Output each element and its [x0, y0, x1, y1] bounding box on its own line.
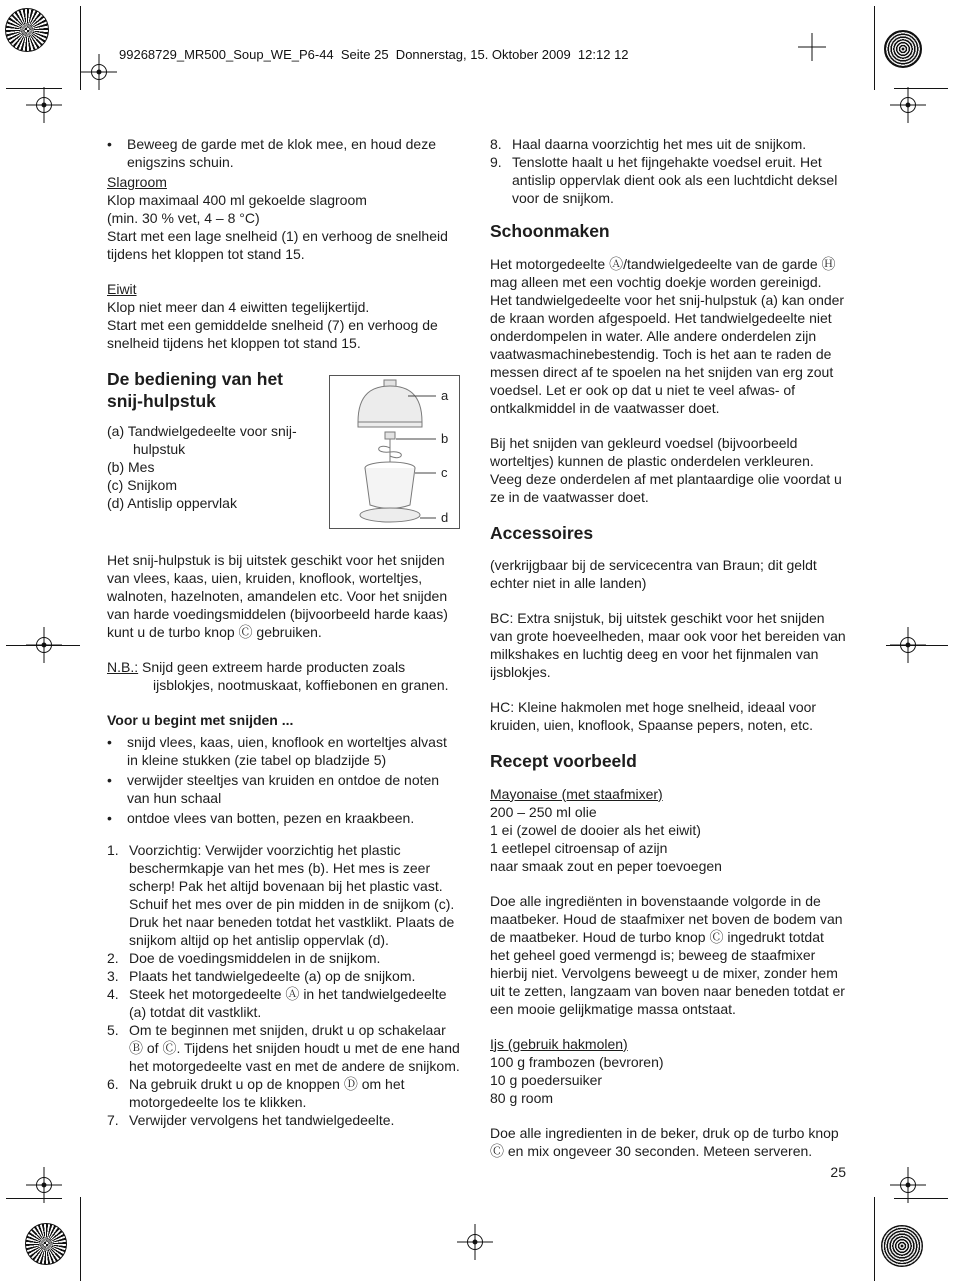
text-line: Start met een lage snelheid (1) en verhoog de snelheid tijdens het kloppen tot stand 15.	[107, 228, 448, 262]
before-cutting-list	[107, 733, 460, 827]
step-item	[490, 153, 846, 207]
crop-mark	[80, 1197, 81, 1281]
accessoires-paragraph: BC: Extra snijstuk, bij uitstek geschikt voor het snijden van grote hoeveelheden, maar ook voor het bereiden van milkshakes en luchtig deeg en voor het fijnmalen van ijsblokjes.	[490, 610, 846, 680]
list-item	[107, 733, 460, 769]
step-text: Steek het motorgedeelte Ⓐ in het tandwielgedeelte (a) totdat dit vastklikt.	[129, 986, 447, 1020]
part-label: (a) Tandwielgedeelte voor snij-hulpstuk	[107, 423, 297, 457]
bullet-text: ontdoe vlees van botten, pezen en kraakbeen.	[127, 810, 415, 826]
nb-text: Snijd geen extreem harde producten zoals ijsblokjes, nootmuskaat, koffiebonen en granen.	[142, 659, 449, 693]
figure-label-c: c	[441, 465, 448, 480]
print-starburst-icon	[25, 1223, 67, 1265]
registration-target-icon	[26, 1167, 62, 1203]
step-text: Om te beginnen met snijden, drukt u op schakelaar Ⓑ of Ⓒ. Tijdens het snijden houdt u met de ene hand het motorgedeelte vast en met de andere de snijkom.	[129, 1022, 460, 1074]
part-label: (c) Snijkom	[107, 477, 178, 493]
step-text: Verwijder vervolgens het tandwielgedeelte.	[129, 1112, 395, 1128]
step-text: Voorzichtig: Verwijder voorzichtig het plastic beschermkapje van het mes (b). Het mes is zeer scherp! Pak het altijd bovenaan bij het plastic vast. Schuif het mes over de pin midden in de snijkom (c). Druk het naar beneden totdat het vastklikt. Plaats de snijkom altijd op het antislip oppervlak (d).	[129, 842, 455, 948]
registration-target-icon	[457, 1224, 493, 1260]
recipe-line: naar smaak zout en peper toevoegen	[490, 857, 722, 874]
recipe-line: 1 ei (zowel de dooier als het eiwit)	[490, 821, 701, 838]
recept-heading: Recept voorbeeld	[490, 751, 637, 771]
step-number: 6.	[107, 1076, 119, 1092]
registration-target-icon	[890, 1167, 926, 1203]
bullet-text: snijd vlees, kaas, uien, knoflook en worteltjes alvast in kleine stukken (zie tabel op bladzijde 5)	[127, 734, 447, 768]
print-halftone-icon	[884, 30, 922, 68]
registration-cross-icon	[798, 33, 826, 61]
ijs-recipe	[490, 1035, 846, 1107]
step-text: Tenslotte haalt u het fijngehakte voedsel eruit. Het antislip oppervlak dient ook als een luchtdicht deksel voor de snijkom.	[512, 154, 838, 206]
schoonmaken-paragraph: Bij het snijden van gekleurd voedsel (bijvoorbeeld worteltjes) kunnen de plastic onderdelen verkleuren. Veeg deze onderdelen af met plantaardige olie voordat u ze in de vaatwasser doet.	[490, 434, 842, 505]
bullet-marker: •	[107, 772, 112, 788]
registration-target-icon	[26, 627, 62, 663]
recipe-line: 200 – 250 ml olie	[490, 803, 597, 820]
ijs-instructions: Doe alle ingredienten in de beker, druk op de turbo knop Ⓒ en mix ongeveer 30 seconden. Meteen serveren.	[490, 1124, 839, 1159]
ijs-title: Ijs (gebruik hakmolen)	[490, 1035, 628, 1052]
figure-label-b: b	[441, 431, 449, 446]
mayonaise-recipe	[490, 785, 846, 875]
recipe-line: 100 g frambozen (bevroren)	[490, 1053, 664, 1070]
text-line: Klop niet meer dan 4 eiwitten tegelijkertijd.	[107, 299, 370, 315]
nb-note	[107, 658, 460, 694]
step-number: 9.	[490, 154, 502, 170]
numbered-steps	[107, 841, 460, 1129]
step-item	[490, 135, 846, 153]
step-number: 3.	[107, 968, 119, 984]
schoonmaken-heading: Schoonmaken	[490, 221, 610, 241]
bullet-text: verwijder steeltjes van kruiden en ontdoe de noten van hun schaal	[127, 772, 440, 806]
schoonmaken-paragraph: Het tandwielgedeelte voor het snij-hulpstuk (a) kan onder de kraan worden afgespoeld. Het tandwielgedeelte niet onderdompelen in water. Alle andere onderdelen zijn vaatwasmachinebestendig. Toch is het aan te raden de messen direct af te spoelen na het snijden van erg zout voedsel. Let er ook op dat u niet te veel afwas- of ontkalkmiddel in de vaatwasser doet.	[490, 291, 845, 416]
text-line: (min. 30 % vet, 4 – 8 °C)	[107, 210, 260, 226]
crop-mark	[874, 1197, 875, 1281]
step-text: Na gebruik drukt u op de knoppen Ⓓ om het motorgedeelte los te klikken.	[129, 1076, 405, 1110]
usage-paragraph: Het snij-hulpstuk is bij uitstek geschikt voor het snijden van vlees, kaas, uien, kruiden, knoflook, worteltjes, walnoten, hazelnoten, amandelen etc. Voor het snijden van harde voedingsmiddelen (bijvoorbeeld harde kaas) kunt u de turbo knop Ⓒ gebruiken.	[107, 552, 448, 640]
step-number: 7.	[107, 1112, 119, 1128]
bullet-marker: •	[107, 734, 112, 750]
accessoires-paragraph: (verkrijgbaar bij de servicecentra van Braun; dit geldt echter niet in alle landen)	[490, 557, 817, 591]
page-number: 25	[830, 1164, 846, 1180]
left-column	[107, 135, 460, 1129]
slagroom-block	[107, 173, 460, 263]
mayonaise-instructions: Doe alle ingrediënten in bovenstaande volgorde in de maatbeker. Houd de staafmixer net boven de bodem van de maatbeker. Houd de turbo knop Ⓒ ingedrukt totdat het geheel goed vermengd is; beweeg de staafmixer hierbij niet. Vervolgens beweegt u de mixer, zonder hem uit te zetten, langzaam van boven naar beneden totdat er een mooie gelijkmatige massa ontstaat.	[490, 892, 845, 1017]
text-line: Klop maximaal 400 ml gekoelde slagroom	[107, 192, 367, 208]
step-item	[107, 1021, 460, 1075]
bullet-marker: •	[107, 810, 112, 826]
chopper-figure	[329, 375, 460, 529]
recipe-line: 1 eetlepel citroensap of azijn	[490, 839, 668, 856]
recipe-line: 80 g room	[490, 1089, 554, 1106]
step-item	[107, 967, 460, 985]
print-starburst-icon	[5, 8, 49, 52]
crop-mark	[874, 6, 875, 90]
eiwit-block	[107, 280, 460, 352]
part-label: (d) Antislip oppervlak	[107, 495, 237, 511]
print-halftone-icon	[881, 1225, 923, 1267]
list-item	[107, 771, 460, 807]
chopper-section	[107, 369, 460, 539]
part-label: (b) Mes	[107, 459, 155, 475]
step-text: Doe de voedingsmiddelen in de snijkom.	[129, 950, 381, 966]
section-heading: De bediening van het snij-hulpstuk	[107, 369, 283, 411]
step-item	[107, 949, 460, 967]
numbered-steps-continued	[490, 135, 846, 207]
list-item	[107, 135, 460, 171]
right-column	[490, 135, 846, 1160]
accessoires-paragraph: HC: Kleine hakmolen met hoge snelheid, ideaal voor kruiden, uien, knoflook, Spaanse pepers, noten, etc.	[490, 699, 817, 733]
print-job-header: 99268729_MR500_Soup_WE_P6-44 Seite 25 Donnerstag, 15. Oktober 2009 12:12 12	[119, 47, 629, 62]
schoonmaken-paragraph: Het motorgedeelte Ⓐ/tandwielgedeelte van de garde Ⓗ mag alleen met een vochtig doekje worden gereinigd.	[490, 255, 836, 290]
eiwit-title: Eiwit	[107, 281, 137, 297]
nb-label: N.B.:	[107, 659, 139, 675]
step-item	[107, 841, 460, 949]
chopper-section-text	[107, 369, 323, 512]
registration-target-icon	[26, 87, 62, 123]
registration-target-icon	[890, 87, 926, 123]
step-number: 1.	[107, 842, 119, 858]
before-cutting-heading: Voor u begint met snijden ...	[107, 712, 294, 728]
step-text: Plaats het tandwielgedeelte (a) op de snijkom.	[129, 968, 416, 984]
step-item	[107, 1111, 460, 1129]
figure-label-d: d	[441, 510, 449, 525]
step-number: 2.	[107, 950, 119, 966]
mayonaise-title: Mayonaise (met staafmixer)	[490, 785, 663, 802]
list-item	[107, 809, 460, 827]
recipe-line: 10 g poedersuiker	[490, 1071, 603, 1088]
bullet-marker: •	[107, 136, 112, 152]
figure-label-a: a	[441, 388, 449, 403]
step-number: 8.	[490, 136, 502, 152]
step-text: Haal daarna voorzichtig het mes uit de snijkom.	[512, 136, 807, 152]
intro-bullet-text: Beweeg de garde met de klok mee, en houd deze enigszins schuin.	[127, 136, 436, 170]
slagroom-title: Slagroom	[107, 174, 167, 190]
accessoires-heading: Accessoires	[490, 522, 594, 543]
step-item	[107, 985, 460, 1021]
registration-target-icon	[890, 627, 926, 663]
step-number: 5.	[107, 1022, 119, 1038]
registration-target-icon	[81, 54, 117, 90]
chopper-drawing-icon	[330, 376, 459, 528]
text-line: Start met een gemiddelde snelheid (7) en verhoog de snelheid tijdens het kloppen tot stand 15.	[107, 317, 438, 351]
step-number: 4.	[107, 986, 119, 1002]
step-item	[107, 1075, 460, 1111]
